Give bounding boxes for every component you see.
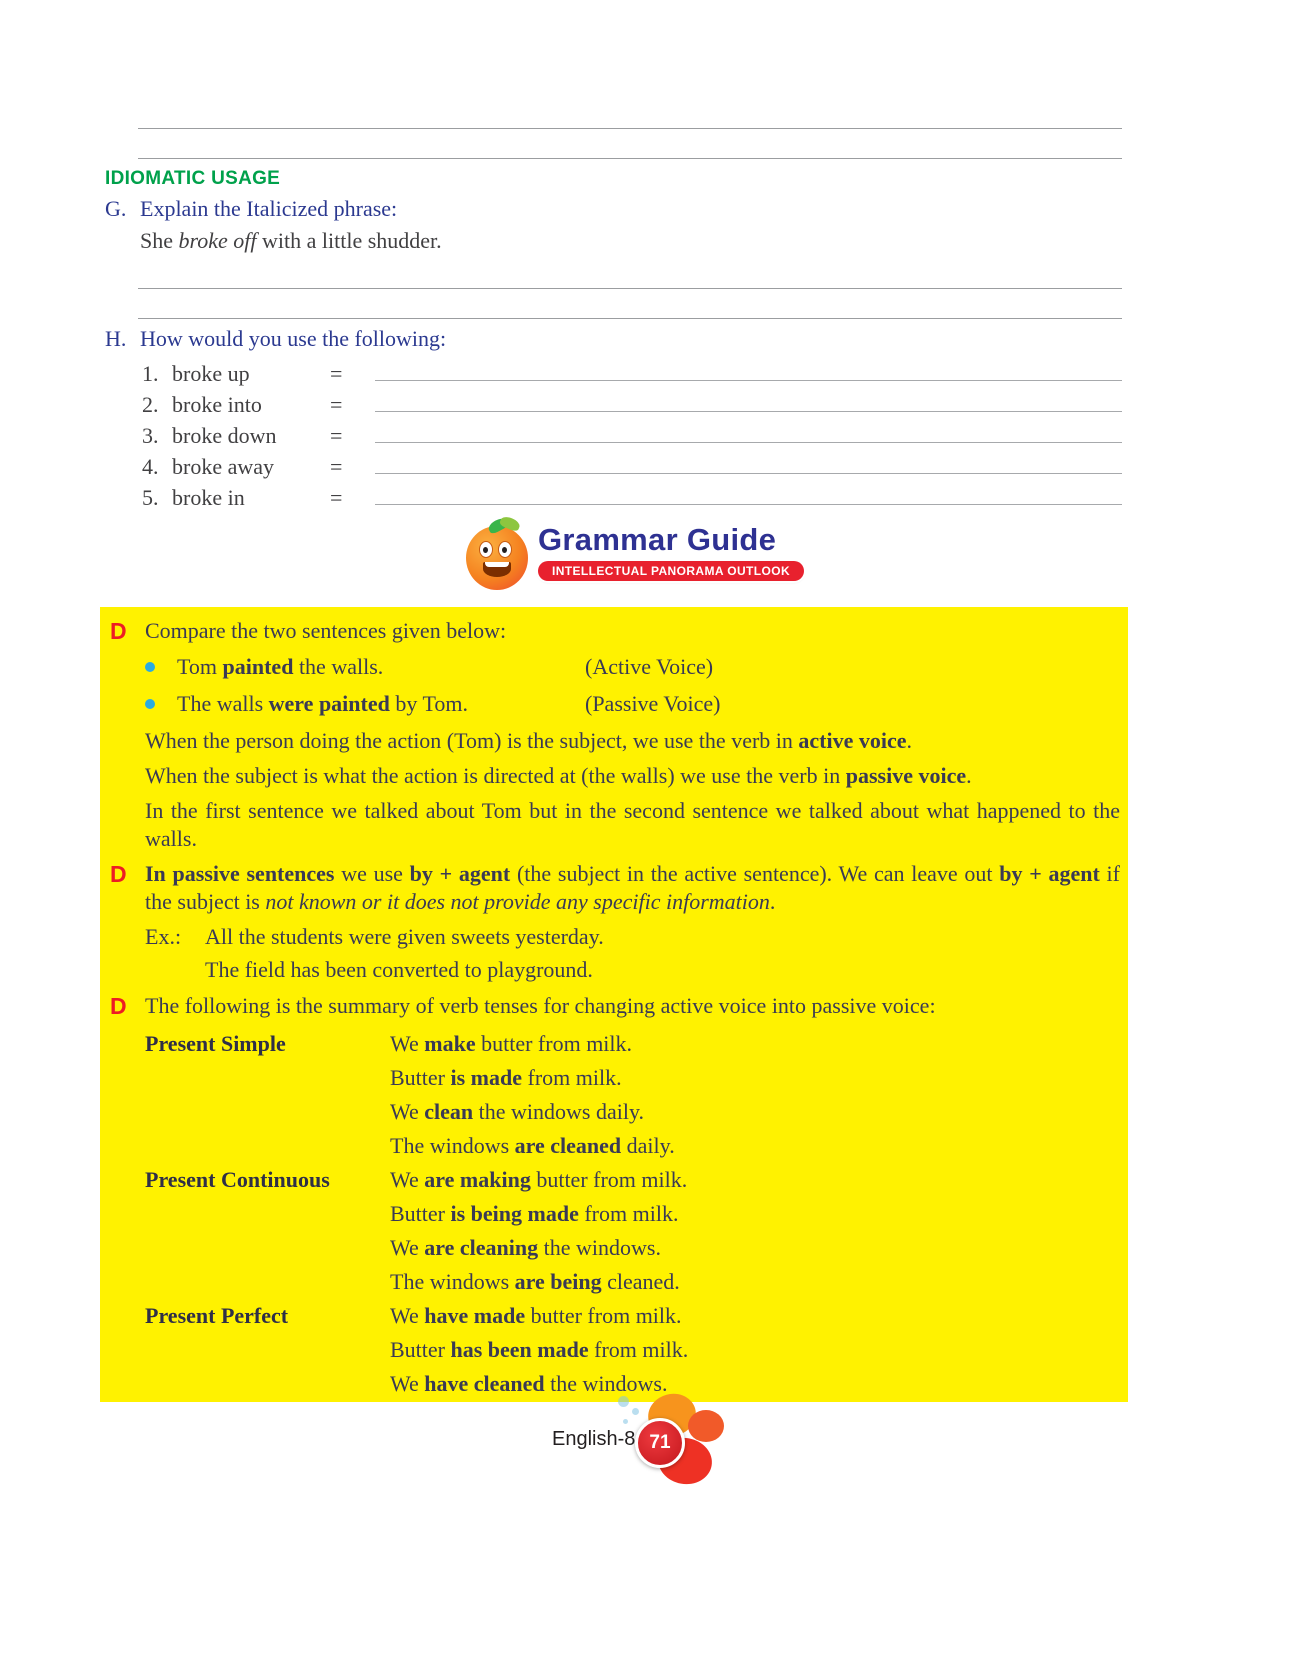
tense-row — [145, 1231, 1120, 1265]
tense-example: The windows are being cleaned. — [390, 1269, 680, 1294]
question-g-row — [105, 196, 397, 222]
item-phrase: broke into — [172, 392, 262, 417]
bullet-text: Tom painted the walls. — [177, 654, 384, 679]
question-g-label: G. — [105, 196, 127, 221]
orange-mascot-icon — [466, 526, 528, 590]
tense-name: Present Continuous — [145, 1167, 330, 1192]
list-item — [105, 480, 1122, 511]
mouth-icon — [483, 562, 511, 577]
answer-line — [375, 380, 1122, 381]
answer-line — [375, 473, 1122, 474]
example-text: The field has been converted to playground. — [205, 957, 593, 982]
paragraph: The following is the summary of verb tenses for changing active voice into passive voice: — [145, 993, 936, 1018]
paragraph: When the subject is what the action is directed at (the walls) we use the verb in passive voice. — [145, 763, 972, 788]
question-g-sentence: She broke off with a little shudder. — [140, 228, 442, 253]
item-number: 5. — [142, 485, 159, 510]
d-marker: D — [110, 861, 127, 887]
tense-row — [145, 1061, 1120, 1095]
list-item — [105, 387, 1122, 418]
equals-sign: = — [330, 361, 343, 386]
eye-icon — [498, 541, 512, 558]
answer-line — [138, 318, 1122, 319]
paragraph: In the first sentence we talked about Tom but in the second sentence we talked about what happened to the walls. — [145, 798, 1120, 851]
answer-line — [138, 288, 1122, 289]
tense-row — [145, 1299, 1120, 1333]
example-row — [145, 956, 1120, 984]
answer-line — [375, 504, 1122, 505]
bullet-row — [145, 690, 1120, 718]
grammar-guide-box — [100, 607, 1128, 1402]
answer-line — [375, 442, 1122, 443]
tense-name — [145, 1061, 390, 1095]
item-number: 2. — [142, 392, 159, 417]
footer-logo-blob — [688, 1410, 724, 1442]
list-item — [105, 418, 1122, 449]
tense-example: We are making butter from milk. — [390, 1167, 688, 1192]
grammar-guide-logo — [466, 522, 804, 590]
tense-example: We have cleaned the windows. — [390, 1371, 668, 1396]
tense-name — [145, 1231, 390, 1265]
tense-name — [145, 1095, 390, 1129]
question-h-title: How would you use the following: — [140, 326, 447, 351]
list-item — [105, 449, 1122, 480]
tense-example: We clean the windows daily. — [390, 1099, 645, 1124]
d-marker: D — [110, 993, 127, 1019]
tense-name: Present Perfect — [145, 1303, 289, 1328]
bullet-dot-icon — [145, 662, 155, 672]
paragraph: When the person doing the action (Tom) is the subject, we use the verb in active voice. — [145, 728, 913, 753]
bubble-icon — [632, 1408, 639, 1415]
grammar-block-tense-summary — [100, 992, 1128, 1401]
logo-text — [538, 522, 804, 581]
item-phrase: broke in — [172, 485, 245, 510]
tense-example: We make butter from milk. — [390, 1031, 633, 1056]
equals-sign: = — [330, 423, 343, 448]
tense-example: The windows are cleaned daily. — [390, 1133, 675, 1158]
tense-example: We are cleaning the windows. — [390, 1235, 661, 1260]
answer-line — [375, 411, 1122, 412]
eye-icon — [479, 541, 493, 558]
equals-sign: = — [330, 485, 343, 510]
tense-row — [145, 1163, 1120, 1197]
tense-example: We have made butter from milk. — [390, 1303, 682, 1328]
answer-line — [138, 158, 1122, 159]
voice-note: (Passive Voice) — [585, 691, 721, 716]
tense-name — [145, 1265, 390, 1299]
block-intro: Compare the two sentences given below: — [145, 618, 507, 643]
phrase-list — [105, 356, 1122, 511]
tense-row — [145, 1129, 1120, 1163]
example-label — [145, 956, 205, 984]
tense-row — [145, 1333, 1120, 1367]
item-phrase: broke down — [172, 423, 277, 448]
tense-name — [145, 1367, 390, 1401]
item-number: 1. — [142, 361, 159, 386]
voice-note: (Active Voice) — [585, 654, 714, 679]
paragraph: In passive sentences we use by + agent (the subject in the active sentence). We can leave out by + agent if the subject is not known or it does not provide any specific information. — [145, 861, 1120, 914]
bullet-row — [145, 653, 1120, 681]
logo-title: Grammar Guide — [538, 522, 777, 557]
tense-example: Butter has been made from milk. — [390, 1337, 689, 1362]
equals-sign: = — [330, 392, 343, 417]
section-heading-idiomatic-usage: IDIOMATIC USAGE — [105, 168, 281, 189]
tense-name: Present Simple — [145, 1031, 286, 1056]
tense-row — [145, 1197, 1120, 1231]
book-title: English-8 — [552, 1428, 636, 1450]
grammar-block-compare — [100, 617, 1128, 853]
tense-example: Butter is being made from milk. — [390, 1201, 679, 1226]
bubble-icon — [623, 1419, 628, 1424]
example-row — [145, 923, 1120, 951]
bubble-icon — [618, 1396, 629, 1407]
list-item — [105, 356, 1122, 387]
tense-name — [145, 1129, 390, 1163]
question-g-title: Explain the Italicized phrase: — [140, 196, 398, 221]
question-h-label: H. — [105, 326, 127, 351]
tense-name — [145, 1333, 390, 1367]
tense-row — [145, 1095, 1120, 1129]
page-footer — [530, 1392, 790, 1512]
item-phrase: broke away — [172, 454, 275, 479]
tense-row — [145, 1265, 1120, 1299]
bullet-text: The walls were painted by Tom. — [177, 691, 468, 716]
question-h-row — [105, 326, 446, 352]
bullet-dot-icon — [145, 699, 155, 709]
example-text: All the students were given sweets yesterday. — [205, 924, 604, 949]
item-number: 3. — [142, 423, 159, 448]
item-number: 4. — [142, 454, 159, 479]
logo-subtitle-badge: INTELLECTUAL PANORAMA OUTLOOK — [538, 561, 804, 581]
tense-name — [145, 1197, 390, 1231]
tense-row — [145, 1027, 1120, 1061]
item-phrase: broke up — [172, 361, 250, 386]
answer-line — [138, 128, 1122, 129]
example-label: Ex.: — [145, 924, 182, 949]
d-marker: D — [110, 618, 127, 644]
tense-example: Butter is made from milk. — [390, 1065, 622, 1090]
page-number-badge: 71 — [635, 1418, 685, 1468]
grammar-block-agent — [100, 860, 1128, 984]
equals-sign: = — [330, 454, 343, 479]
leaf-icon — [499, 515, 522, 533]
